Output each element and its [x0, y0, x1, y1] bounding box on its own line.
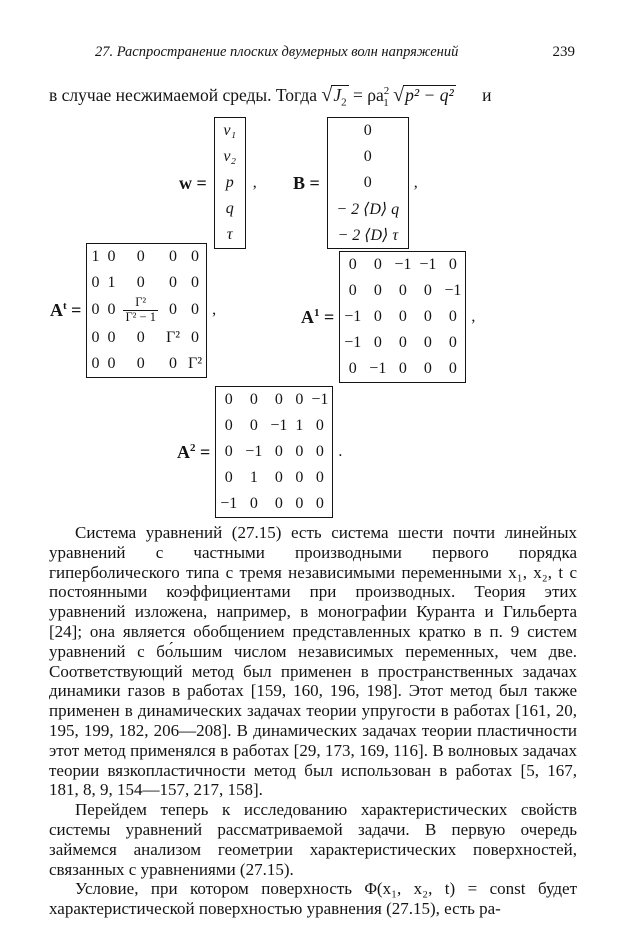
- a2-cell: −1: [311, 391, 329, 408]
- b-entry: 0: [363, 122, 372, 139]
- at-cell: 0: [191, 248, 200, 265]
- at-cell: 0: [136, 274, 145, 291]
- w-label: w =: [179, 172, 207, 193]
- paragraph-1: Система уравнений (27.15) есть система шести почти линейных уравнений с частными производными первого порядка гиперболического типа с тремя независимыми переменными x₁, x₂, t с постоянными коэффициентами при производных. Теория этих уравнений изложена, например, в монографии Куранта и Гильберта [24]; она является обобщением представленных кратко в п. 9 систем уравнений с бо́льшим числом независимых переменных, чем две. Соответствующий метод был применен в пространственных задачах динамики газов в работах [159, 160, 196, 198]. Этот метод был также применен в динамических задачах теории упругости в работах [161, 20, 195, 199, 182, 206—208]. В динамических задачах теории пластичности этот метод применялся в работах [29, 173, 169, 116]. В волновых задачах теории вязкопластичности метод был использован в работах [5, 167, 181, 8, 9, 154—157, 217, 158].: [49, 523, 577, 800]
- a2-cell: 0: [295, 495, 304, 512]
- vector-b: [327, 117, 409, 249]
- a1-cell: 0: [398, 334, 407, 351]
- a2-cell: 0: [274, 443, 283, 460]
- w-entry: p: [225, 174, 234, 191]
- paragraph-3: Условие, при котором поверхность Φ(x₁, x₂, t) = const будет характеристической поверхностью уравнения (27.15), есть ра-: [49, 879, 577, 919]
- at-cell: 0: [91, 301, 100, 319]
- w-comma: ,: [252, 174, 257, 191]
- at-cell: 0: [136, 354, 145, 372]
- a1-cell: 0: [423, 308, 432, 325]
- page-number: 239: [552, 44, 575, 60]
- a2-cell: 0: [295, 469, 304, 486]
- at-sup: t: [63, 299, 67, 312]
- a1-cell: 0: [348, 256, 357, 273]
- a1-cell: 0: [423, 334, 432, 351]
- a1-cell: 0: [448, 256, 457, 273]
- a1-cell: 0: [373, 308, 382, 325]
- intro-conjunction: и: [482, 85, 492, 105]
- a1-cell: −1: [369, 360, 387, 377]
- at-cell: 0: [107, 354, 116, 372]
- a1-cell: 0: [373, 282, 382, 299]
- vector-w: [214, 117, 246, 249]
- at-cell: 0: [191, 301, 200, 319]
- a2-cell: 0: [224, 391, 233, 408]
- fraction-denominator: Γ² − 1: [125, 309, 156, 324]
- at-cell: 0: [168, 354, 177, 372]
- a2-cell: 0: [249, 391, 258, 408]
- at-cell: 0: [136, 248, 145, 265]
- a1-cell: −1: [344, 334, 362, 351]
- sqrt-sign: √: [321, 84, 333, 106]
- at-letter: A: [50, 299, 63, 320]
- a1-sup: 1: [314, 306, 320, 319]
- j-sub: 2: [341, 96, 347, 109]
- a2-cell: 0: [315, 495, 324, 512]
- at-cell: 0: [168, 248, 177, 265]
- at-cell: 0: [107, 328, 116, 346]
- a2-sup: 2: [190, 441, 196, 454]
- a2-cell: 0: [315, 469, 324, 486]
- at-cell: 0: [136, 328, 145, 346]
- w-entry: τ: [226, 226, 233, 243]
- a2-cell: 0: [249, 495, 258, 512]
- sqrt-j2: [331, 85, 348, 109]
- matrix-a1: [339, 251, 466, 383]
- vector-w-block: [178, 116, 258, 250]
- a1-cell: 0: [448, 308, 457, 325]
- a2-cell: −1: [245, 443, 263, 460]
- a1-cell: −1: [344, 308, 362, 325]
- a1-cell: 0: [423, 360, 432, 377]
- a2-cell: −1: [270, 417, 288, 434]
- intro-text: в случае несжимаемой среды. Тогда: [49, 85, 318, 105]
- j-symbol: J: [333, 85, 342, 105]
- matrix-at-block: [49, 242, 217, 379]
- a2-cell: 0: [274, 469, 283, 486]
- at-cell: 0: [191, 274, 200, 291]
- a1-cell: −1: [444, 282, 462, 299]
- at-cell: 0: [168, 274, 177, 291]
- a1-cell: 0: [423, 282, 432, 299]
- a2-cell: 0: [224, 469, 233, 486]
- a2-cell: −1: [220, 495, 238, 512]
- at-cell: 0: [168, 301, 177, 319]
- w-entry: v₂: [223, 148, 237, 165]
- matrix-a2-block: [176, 385, 343, 519]
- a2-cell: 1: [295, 417, 304, 434]
- a1-cell: −1: [419, 256, 437, 273]
- at-label: $A^t$ =: [50, 299, 82, 320]
- body-text: [49, 523, 577, 919]
- at-cell: Γ²: [165, 328, 181, 346]
- gamma-fraction: [123, 296, 158, 325]
- running-title: 27. Распространение плоских двумерных волн напряжений: [95, 44, 459, 60]
- a2-cell: 0: [274, 495, 283, 512]
- at-cell: 0: [107, 301, 116, 319]
- at-cell: Γ²: [188, 354, 203, 372]
- intro-line: [49, 84, 574, 114]
- a-sup: 2: [383, 85, 390, 98]
- b-entry: 0: [363, 148, 372, 165]
- a2-label: $A^2$ =: [177, 441, 211, 462]
- sqrt-pq: p² − q²: [405, 85, 454, 105]
- w-entry: v₁: [223, 122, 237, 139]
- a1-cell: 0: [398, 282, 407, 299]
- matrix-at: [86, 243, 207, 378]
- at-cell: 0: [91, 328, 100, 346]
- b-entry: − 2 ⟨D⟩ τ: [337, 227, 399, 244]
- b-entry: − 2 ⟨D⟩ q: [336, 201, 400, 218]
- a2-cell: 0: [224, 417, 233, 434]
- a1-cell: 0: [448, 360, 457, 377]
- a1-cell: 0: [448, 334, 457, 351]
- a1-cell: −1: [394, 256, 412, 273]
- page-header: [95, 44, 575, 68]
- b-entry: 0: [363, 174, 372, 191]
- a2-period: .: [338, 443, 343, 460]
- a1-cell: 0: [398, 360, 407, 377]
- a1-cell: 0: [348, 282, 357, 299]
- a1-letter: A: [301, 306, 314, 327]
- paragraph-2: Перейдем теперь к исследованию характеристических свойств системы уравнений рассматриваемой задачи. В первую очередь займемся анализом геометрии характеристических поверхностей, связанных с уравнениями (27.15).: [49, 800, 577, 879]
- a1-cell: 0: [398, 308, 407, 325]
- at-fraction-cell: [119, 296, 162, 325]
- at-cell: 1: [107, 274, 116, 291]
- a-sub: 1: [383, 96, 389, 109]
- matrix-a2: [215, 386, 333, 518]
- a2-cell: 0: [315, 443, 324, 460]
- b-label: B =: [293, 172, 320, 193]
- sqrt-sign-2: √: [393, 84, 405, 106]
- a2-letter: A: [177, 441, 190, 462]
- at-cell: 0: [107, 248, 116, 265]
- at-comma: ,: [212, 301, 217, 319]
- a2-cell: 1: [249, 469, 258, 486]
- a2-cell: 0: [295, 443, 304, 460]
- fraction-numerator: Γ²: [123, 296, 158, 311]
- a1-cell: 0: [373, 256, 382, 273]
- at-cell: 0: [191, 328, 200, 346]
- at-cell: 0: [91, 274, 100, 291]
- a2-cell: 0: [274, 391, 283, 408]
- a2-cell: 0: [315, 417, 324, 434]
- matrix-a1-block: [300, 250, 476, 384]
- a1-comma: ,: [471, 308, 476, 325]
- vector-b-block: [292, 116, 419, 250]
- a2-cell: 0: [295, 391, 304, 408]
- a1-label: $A^1$ =: [301, 306, 335, 327]
- a1-cell: 0: [373, 334, 382, 351]
- a1-cell: 0: [348, 360, 357, 377]
- a2-cell: 0: [249, 417, 258, 434]
- b-comma: ,: [413, 174, 418, 191]
- equals-rho-a: = ρa: [353, 85, 384, 105]
- w-entry: q: [225, 200, 234, 217]
- a2-cell: 0: [224, 443, 233, 460]
- at-cell: 0: [91, 354, 100, 372]
- at-cell: 1: [91, 248, 100, 265]
